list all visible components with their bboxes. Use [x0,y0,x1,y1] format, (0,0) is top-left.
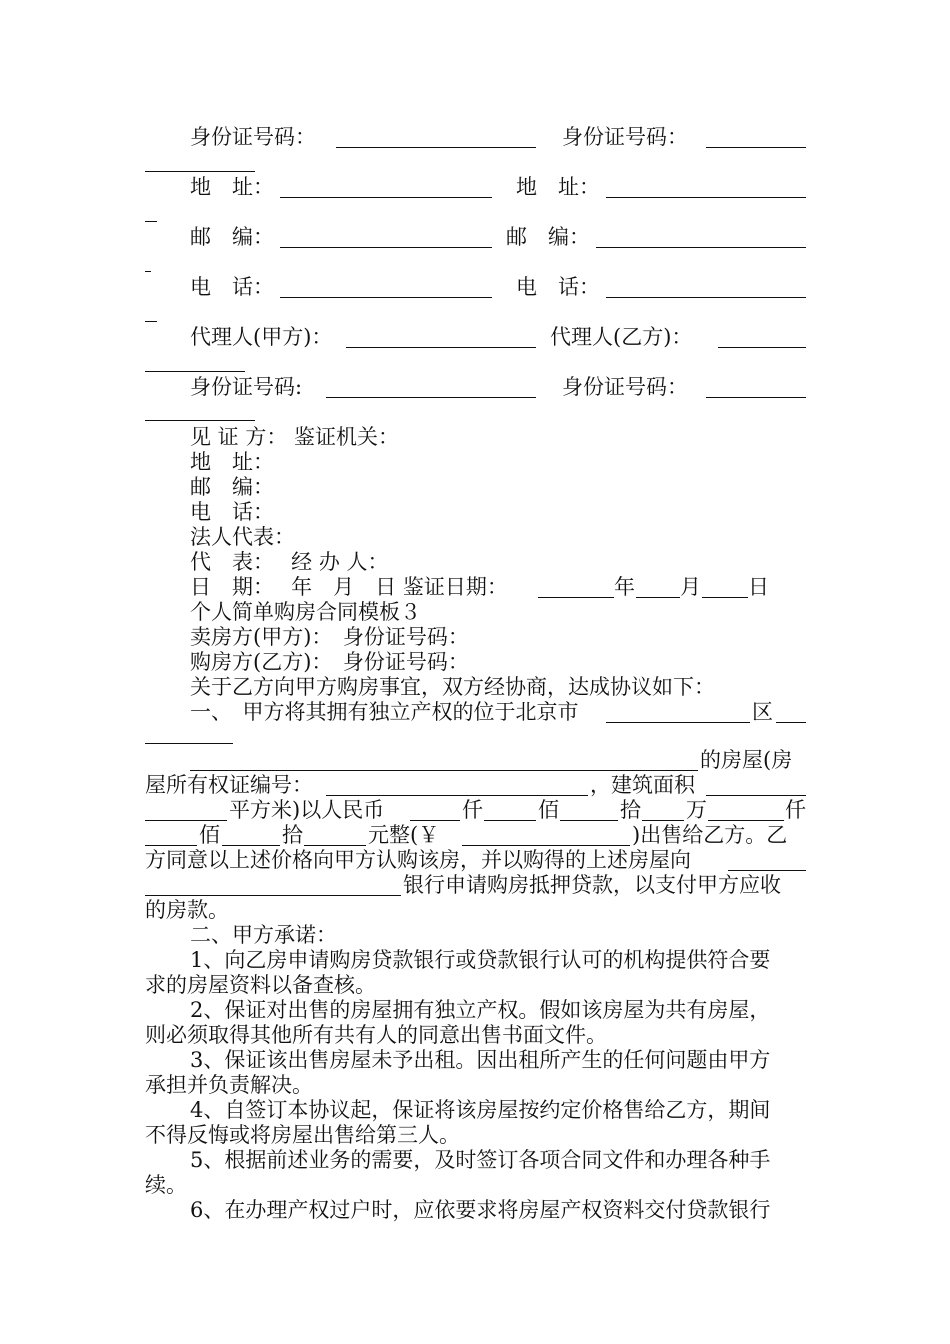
item-3-line-2: 承担并负责解决。 [145,1073,313,1097]
party-a-id-label: 身份证号码： [190,125,316,149]
unit-wan: 万 [686,798,707,822]
certify-year: 年 [614,575,635,599]
price-10-blank [222,845,280,846]
item-1-line-2: 求的房屋资料以备查核。 [145,973,376,997]
payment-line: 的房款。 [145,898,229,922]
cert-no-label: 屋所有权证编号： [145,773,313,797]
unit-bai: 佰 [199,823,220,847]
agent-a-blank [346,347,536,348]
cert-no-blank [326,795,588,796]
agent-b-id-blank-cont [145,420,255,421]
floor-area-blank-b [145,820,227,821]
bank-blank-b [145,895,401,896]
agent-b-id-blank [706,397,806,398]
item-2-line-1: 2、保证对出售的房屋拥有独立产权。假如该房屋为共有房屋， [190,998,771,1022]
party-b-id-blank-cont [145,171,255,172]
agent-b-id-label: 身份证号码： [562,375,688,399]
price-10m-blank [410,820,460,821]
witness-date-label: 日 期： 年 月 日 鉴证日期： [190,575,508,599]
location-blank-c [190,770,698,771]
buyer-line: 购房方(乙方)： 身份证号码： [190,650,469,674]
item-5-line-2: 续。 [145,1173,187,1197]
party-a-address-blank [280,197,492,198]
unit-shi: 拾 [282,823,303,847]
party-b-tel-label: 电 话： [516,275,600,299]
agent-b-label: 代理人(乙方)： [550,325,693,349]
party-b-id-label: 身份证号码： [562,125,688,149]
agent-a-id-blank [326,397,536,398]
witness-zip: 邮 编： [190,475,274,499]
party-b-tel-blank [606,297,806,298]
article-1-start: 一、 甲方将其拥有独立产权的位于北京市 [190,700,579,724]
certify-day-blank [702,597,748,598]
price-100k-blank [560,820,618,821]
unit-qian: 仟 [785,798,806,822]
seller-line: 卖房方(甲方)： 身份证号码： [190,625,469,649]
party-a-tel-label: 电 话： [190,275,274,299]
agent-a-id-label: 身份证号码: [190,375,303,399]
price-1m-blank [484,820,536,821]
party-b-tel-blank-cont [145,321,157,322]
agent-a-label: 代理人(甲方)： [190,325,333,349]
loan-line: 银行申请购房抵押贷款，以支付甲方应收 [403,873,781,897]
certify-day: 日 [748,575,769,599]
item-1-line-1: 1、向乙房申请购房贷款银行或贷款银行认可的机构提供符合要 [190,948,771,972]
floor-area-blank-a [706,795,806,796]
house-label: 的房屋(房 [700,748,793,772]
party-a-address-label: 地 址： [190,175,274,199]
template-title: 个人简单购房合同模板３ [190,600,421,624]
sale-to-b: )出售给乙方。乙 [632,823,788,847]
bank-blank-a [728,870,806,871]
price-1k-blank [708,820,784,821]
witness-representative: 代 表： 经 办 人： [190,550,389,574]
party-b-zip-label: 邮 编： [506,225,590,249]
price-1-blank [304,845,366,846]
party-a-tel-blank [280,297,492,298]
item-4-line-1: 4、自签订本协议起，保证将该房屋按约定价格售给乙方，期间 [190,1098,771,1122]
party-b-zip-blank [596,247,806,248]
party-a-zip-label: 邮 编： [190,225,274,249]
intro-line: 关于乙方向甲方购房事宜，双方经协商，达成协议如下： [190,675,715,699]
district-blank [606,722,750,723]
party-b-address-blank [606,197,806,198]
location-blank-a [776,722,806,723]
party-b-address-label: 地 址： [516,175,600,199]
witness-tel: 电 话： [190,500,274,524]
district-label: 区 [752,700,773,724]
certify-month-blank [636,597,680,598]
unit-qian-wan: 仟 [462,798,483,822]
party-b-id-blank [706,147,806,148]
price-10k-blank [642,820,684,821]
item-2-line-2: 则必须取得其他所有共有人的同意出售书面文件。 [145,1023,607,1047]
buyer-agree-line: 方同意以上述价格向甲方认购该房，并以购得的上述房屋向 [145,848,691,872]
agent-b-blank-cont [145,371,245,372]
price-intro: 平方米)以人民币 [229,798,385,822]
article-2-title: 二、甲方承诺： [190,923,337,947]
floor-area-label: ，建筑面积 [590,773,695,797]
price-figure-blank [462,845,630,846]
witness-line: 见 证 方： 鉴证机关： [190,425,400,449]
party-a-zip-blank [280,247,492,248]
price-100-blank [145,845,197,846]
location-blank-b [145,743,233,744]
witness-legal-rep: 法人代表： [190,525,295,549]
party-b-address-blank-cont [145,221,157,222]
unit-bai-wan: 佰 [538,798,559,822]
witness-address: 地 址： [190,450,274,474]
item-4-line-2: 不得反悔或将房屋出售给第三人。 [145,1123,460,1147]
unit-yuan: 元整(￥ [368,823,440,847]
certify-year-blank [538,597,614,598]
item-6-line-1: 6、在办理产权过户时，应依要求将房屋产权资料交付贷款银行 [190,1198,771,1222]
unit-shi-wan: 拾 [620,798,641,822]
agent-b-blank [718,347,806,348]
party-a-id-blank [336,147,536,148]
item-5-line-1: 5、根据前述业务的需要，及时签订各项合同文件和办理各种手 [190,1148,771,1172]
item-3-line-1: 3、保证该出售房屋未予出租。因出租所产生的任何问题由甲方 [190,1048,771,1072]
party-b-zip-blank-cont [145,271,151,272]
certify-month: 月 [680,575,701,599]
